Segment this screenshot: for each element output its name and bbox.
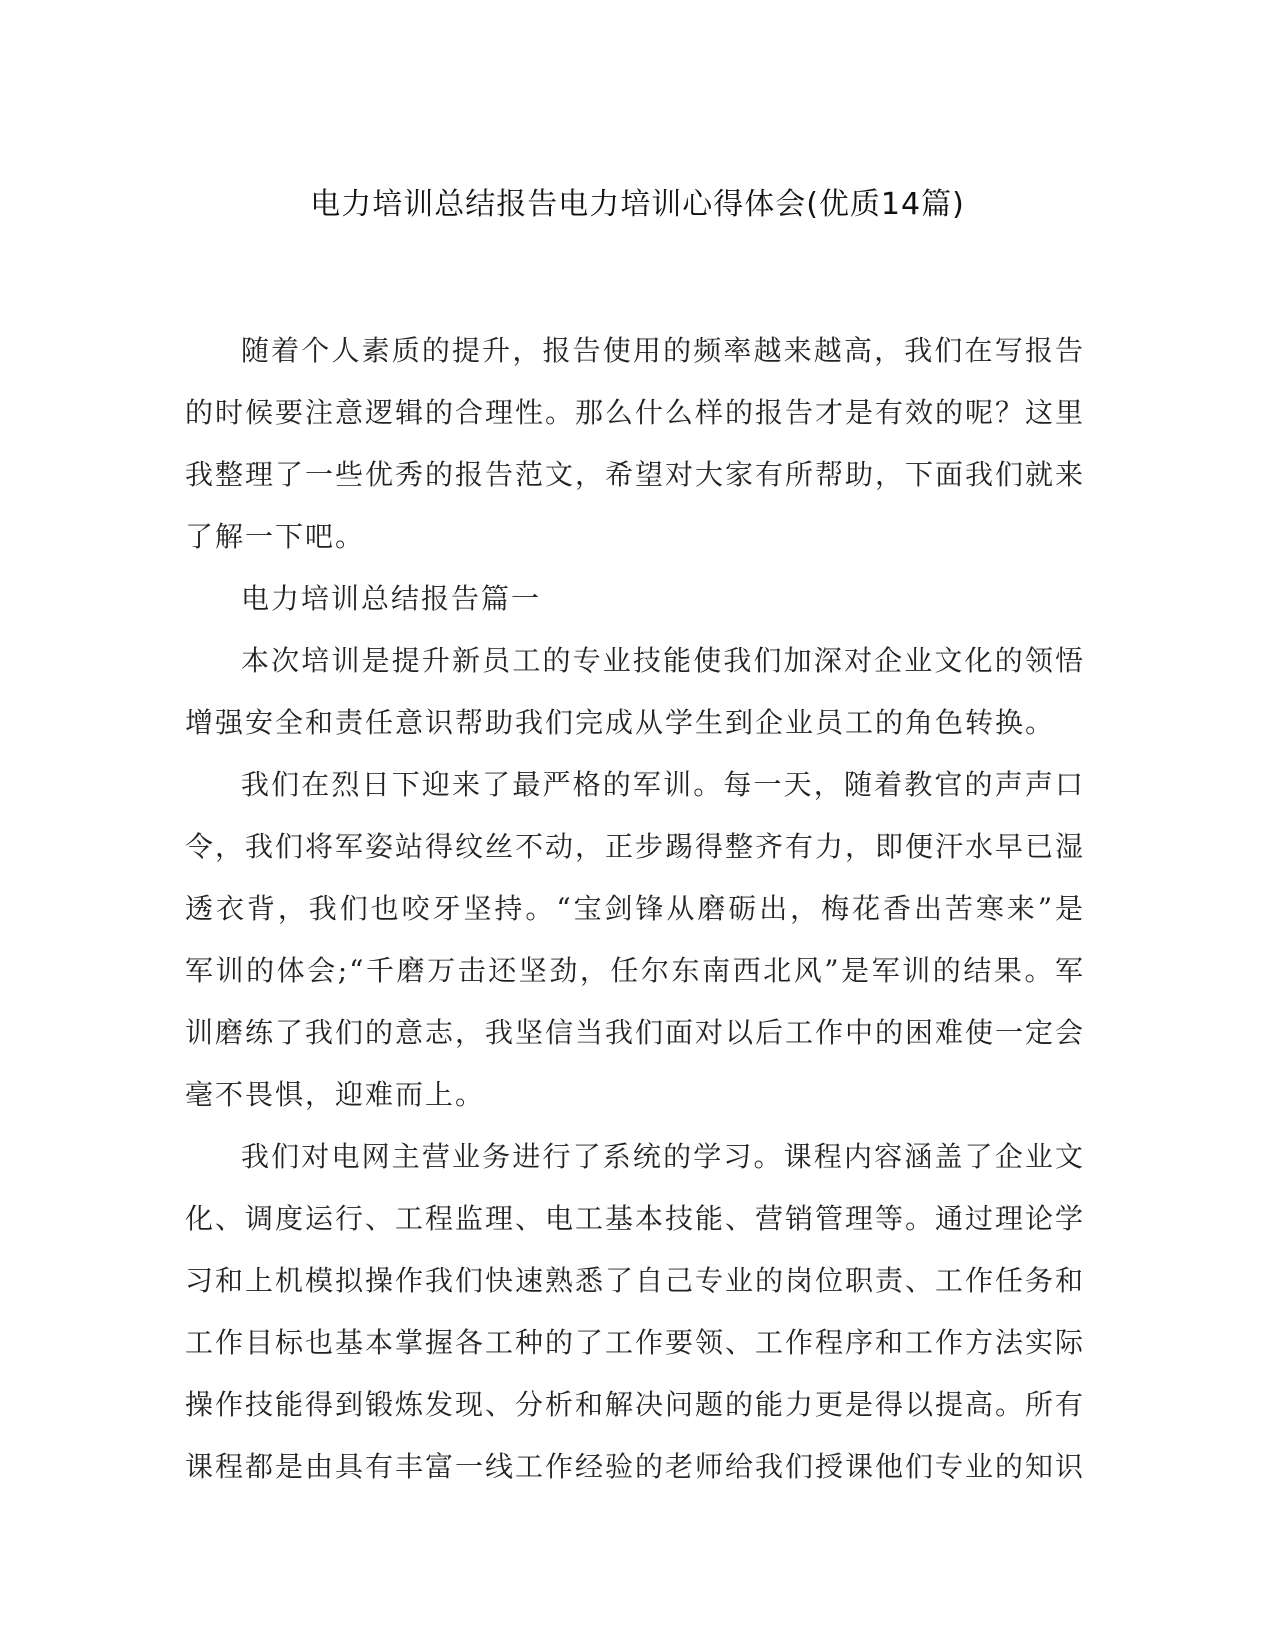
body-paragraph: 我们对电网主营业务进行了系统的学习。课程内容涵盖了企业文化、调度运行、工程监理、电工基本技能、营销管理等。通过理论学习和上机模拟操作我们快速熟悉了自己专业的岗位职责、工作任务和工作目标也基本掌握各工种的了工作要领、工作程序和工作方法实际操作技能得到锻炼发现、分析和解决问题的能力更是得以提高。所有课程都是由具有丰富一线工作经验的老师给我们授课他们专业的知识 [185,1140,1086,1483]
document-body [185,320,1085,1498]
body-paragraph: 本次培训是提升新员工的专业技能使我们加深对企业文化的领悟增强安全和责任意识帮助我们完成从学生到企业员工的角色转换。 [185,644,1085,739]
intro-paragraph: 随着个人素质的提升，报告使用的频率越来越高，我们在写报告的时候要注意逻辑的合理性。那么什么样的报告才是有效的呢？这里我整理了一些优秀的报告范文，希望对大家有所帮助，下面我们就来了解一下吧。 [185,334,1086,553]
section-heading: 电力培训总结报告篇一 [241,582,542,615]
document-title: 电力培训总结报告电力培训心得体会(优质14篇) [310,187,965,222]
body-paragraph: 我们在烈日下迎来了最严格的军训。每一天，随着教官的声声口令，我们将军姿站得纹丝不动，正步踢得整齐有力，即便汗水早已湿透衣背，我们也咬牙坚持。“宝剑锋从磨砺出，梅花香出苦寒来”是军训的体会;“千磨万击还坚劲，任尔东南西北风”是军训的结果。军训磨练了我们的意志，我坚信当我们面对以后工作中的困难使一定会毫不畏惧，迎难而上。 [185,768,1086,1111]
